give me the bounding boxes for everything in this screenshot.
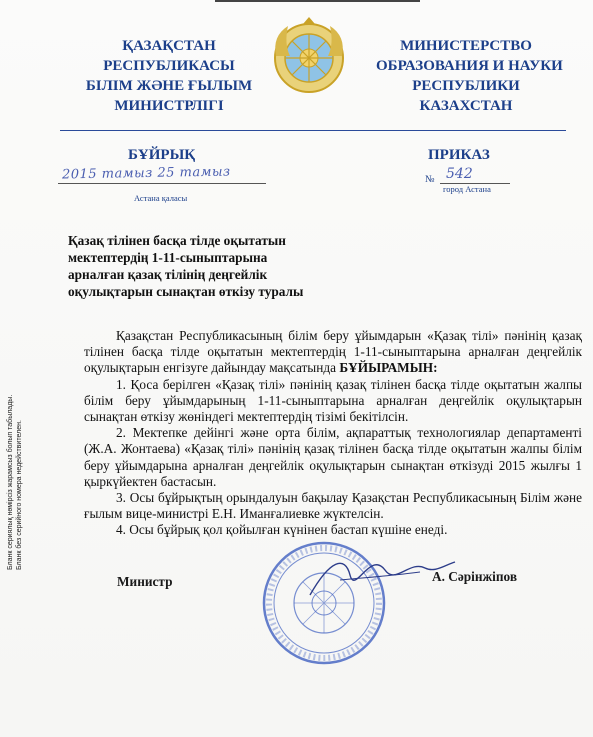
header-divider (60, 130, 566, 131)
header-ru-line: КАЗАХСТАН (419, 98, 513, 114)
order-body (84, 328, 582, 539)
city-kazakh: Астана қаласы (134, 193, 188, 203)
title-line: оқулықтарын сынақтан өткізу туралы (68, 284, 304, 299)
intro-text: Қазақстан Республикасының білім беру ұйымдарын «Қазақ тілі» пәнінің қазақ тілінен басқа тілде оқытатын мектептердің 1-11-сыныптарына арналған деңгейлік оқулықтарын енгізуге дайындау мақсатында (84, 328, 582, 376)
signatory-name: А. Сәрінжіпов (432, 569, 518, 584)
title-line: Қазақ тілінен басқа тілде оқытатын (68, 233, 286, 248)
body-item: 2. Мектепке дейінгі және орта білім, ақпараттық технологиялар департаменті (Ж.А. Жонтаева) «Қазақ тілі» пәнінің қазақ тілінен басқа тілде оқытатын жалпы білім беру ұйымдарына арналған деңгейлік оқулықтарын сынақтан өткізуді 2015 жылғы 1 қыркүйектен бастасын. (84, 425, 582, 489)
date-underline (58, 183, 266, 184)
title-line: мектептердің 1-11-сыныптарына (68, 250, 268, 265)
header-kk-line: ҚАЗАҚСТАН (122, 38, 216, 54)
header-ru-line: РЕСПУБЛИКИ (412, 78, 520, 94)
blank-serial-note (6, 380, 46, 570)
side-note-line: Бланк сериялық нөмірсіз жарамсыз болып табылады. (7, 394, 14, 570)
body-item: 4. Осы бұйрық қол қойылған күнінен бастап күшіне енеді. (116, 522, 448, 538)
order-label-russian: ПРИКАЗ (428, 147, 490, 163)
top-divider (215, 0, 420, 2)
ministry-header-russian (376, 36, 563, 116)
state-emblem-icon (270, 16, 348, 96)
header-ru-line: МИНИСТЕРСТВО (400, 38, 532, 54)
intro-directive: БҰЙЫРАМЫН: (339, 360, 438, 376)
body-intro (84, 328, 582, 377)
order-title (68, 232, 358, 300)
number-prefix: № (425, 174, 435, 185)
side-note-line: Бланк без серийного номера недействителен. (16, 420, 23, 570)
city-russian: город Астана (443, 184, 491, 194)
body-item: 3. Осы бұйрықтың орындалуын бақылау Қазақстан Республикасының Білім және ғылым вице-министрі Е.Н. Иманғалиевке жүктелсін. (84, 490, 582, 522)
signatory-position: Министр (117, 574, 173, 589)
ministry-header-kazakh (64, 36, 274, 116)
body-item: 1. Қоса берілген «Қазақ тілі» пәнінің қазақ тілінен басқа тілде оқытатын жалпы білім беру ұйымдарының 1-11-сыныптарына арналған деңгейлік оқулықтарын сынақтан өткізу жөніндегі мектептердің тізімі бекітілсін. (84, 376, 582, 425)
handwritten-date: 2015 тамыз 25 тамыз (61, 164, 231, 183)
header-ru-line: ОБРАЗОВАНИЯ И НАУКИ (376, 58, 563, 74)
header-kk-line: МИНИСТРЛІГІ (114, 98, 224, 114)
order-label-kazakh: БҰЙРЫҚ (128, 147, 196, 163)
header-kk-line: РЕСПУБЛИКАСЫ (103, 58, 235, 74)
handwritten-order-number: 542 (446, 166, 473, 182)
title-line: арналған қазақ тілінің деңгейлік (68, 267, 268, 282)
header-kk-line: БІЛІМ ЖӘНЕ ҒЫЛЫМ (85, 78, 253, 94)
